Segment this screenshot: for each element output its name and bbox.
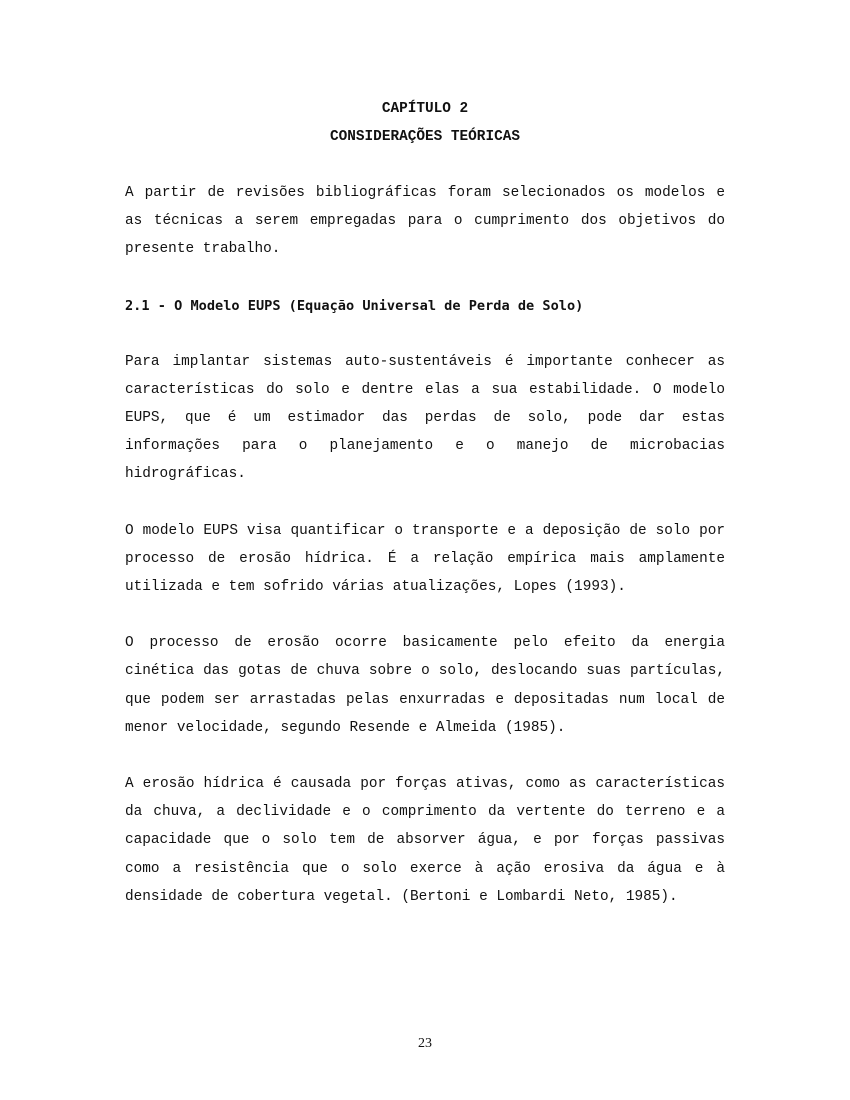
- body-paragraph: A erosão hídrica é causada por forças ativas, como as características da chuva, a declividade e o comprimento da vertente do terreno e a capacidade que o solo tem de absorver água, e por forças passivas como a resistência que o solo exerce à ação erosiva da água e à densidade de cobertura vegetal. (Bertoni e Lombardi Neto, 1985).: [125, 776, 725, 905]
- body-paragraph: Para implantar sistemas auto-sustentáveis é importante conhecer as características do solo e dentre elas a sua estabilidade. O modelo EUPS, que é um estimador das perdas de solo, pode dar estas informações para o planejamento e o manejo de microbacias hidrográficas.: [125, 353, 725, 483]
- body-paragraph: O processo de erosão ocorre basicamente pelo efeito da energia cinética das gotas de chuva sobre o solo, deslocando suas partículas, que podem ser arrastadas pelas enxurradas e depositadas num local de menor velocidade, segundo Resende e Almeida (1985).: [125, 635, 725, 736]
- page-content: [125, 95, 725, 911]
- page-number: 23: [418, 1036, 432, 1051]
- intro-paragraph: A partir de revisões bibliográficas foram selecionados os modelos e as técnicas a serem empregadas para o cumprimento dos objetivos do presente trabalho.: [125, 185, 725, 258]
- chapter-number: CAPÍTULO 2: [381, 101, 469, 117]
- chapter-title: CONSIDERAÇÕES TEÓRICAS: [330, 129, 520, 145]
- body-paragraph: O modelo EUPS visa quantificar o transporte e a deposição de solo por processo de erosão hídrica. É a relação empírica mais amplamente utilizada e tem sofrido várias atualizações, Lopes (1993).: [125, 522, 725, 596]
- section-title: 2.1 - O Modelo EUPS (Equação Universal de Perda de Solo): [125, 297, 584, 314]
